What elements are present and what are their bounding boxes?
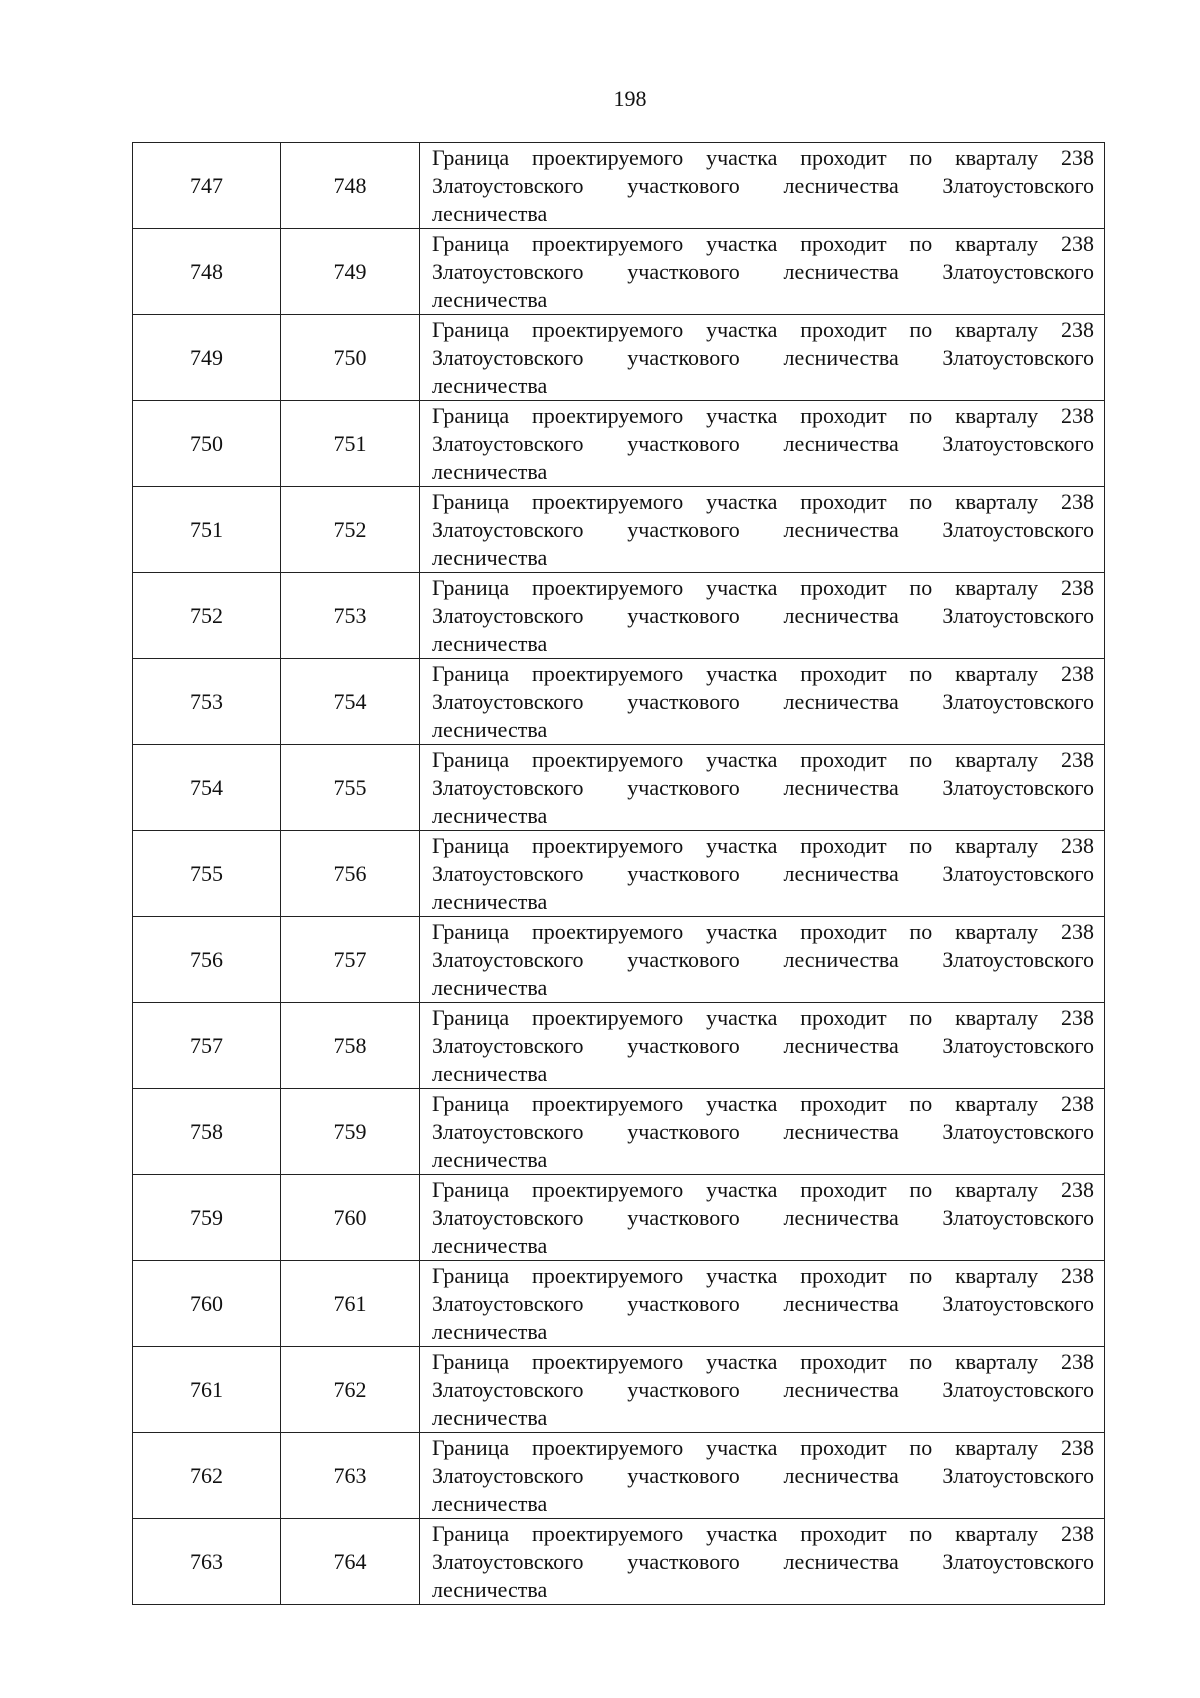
boundary-description-cell: Граница проектируемого участка проходит по кварталу 238 Златоустовского участкового лесничества Златоустовского лесничества [420,143,1105,229]
point-from-cell: 763 [133,1519,281,1605]
point-from-cell: 759 [133,1175,281,1261]
point-to-cell: 758 [281,1003,420,1089]
point-from-cell: 760 [133,1261,281,1347]
table-row [133,573,1105,659]
point-to-cell: 753 [281,573,420,659]
table-row [133,1175,1105,1261]
point-from-cell: 756 [133,917,281,1003]
page-number: 198 [613,86,647,111]
point-from-cell: 754 [133,745,281,831]
point-from-cell: 753 [133,659,281,745]
point-to-cell: 761 [281,1261,420,1347]
point-from-cell: 752 [133,573,281,659]
point-to-cell: 751 [281,401,420,487]
boundary-description-cell: Граница проектируемого участка проходит по кварталу 238 Златоустовского участкового лесничества Златоустовского лесничества [420,1003,1105,1089]
table-row [133,1433,1105,1519]
boundary-description-cell: Граница проектируемого участка проходит по кварталу 238 Златоустовского участкового лесничества Златоустовского лесничества [420,401,1105,487]
table-row [133,659,1105,745]
point-to-cell: 748 [281,143,420,229]
point-from-cell: 747 [133,143,281,229]
point-to-cell: 750 [281,315,420,401]
boundary-description-cell: Граница проектируемого участка проходит по кварталу 238 Златоустовского участкового лесничества Златоустовского лесничества [420,745,1105,831]
table-row [133,1261,1105,1347]
table-row [133,143,1105,229]
point-to-cell: 755 [281,745,420,831]
table-row [133,401,1105,487]
table-body [133,143,1105,1605]
point-to-cell: 759 [281,1089,420,1175]
table-row [133,229,1105,315]
table-row [133,1519,1105,1605]
point-from-cell: 749 [133,315,281,401]
boundary-description-cell: Граница проектируемого участка проходит по кварталу 238 Златоустовского участкового лесничества Златоустовского лесничества [420,1175,1105,1261]
boundary-description-cell: Граница проектируемого участка проходит по кварталу 238 Златоустовского участкового лесничества Златоустовского лесничества [420,1433,1105,1519]
boundary-description-cell: Граница проектируемого участка проходит по кварталу 238 Златоустовского участкового лесничества Златоустовского лесничества [420,229,1105,315]
point-to-cell: 757 [281,917,420,1003]
point-to-cell: 749 [281,229,420,315]
point-to-cell: 756 [281,831,420,917]
point-from-cell: 762 [133,1433,281,1519]
boundary-table [132,142,1105,1605]
boundary-description-cell: Граница проектируемого участка проходит по кварталу 238 Златоустовского участкового лесничества Златоустовского лесничества [420,315,1105,401]
boundary-description-cell: Граница проектируемого участка проходит по кварталу 238 Златоустовского участкового лесничества Златоустовского лесничества [420,573,1105,659]
point-from-cell: 755 [133,831,281,917]
point-to-cell: 763 [281,1433,420,1519]
point-from-cell: 750 [133,401,281,487]
boundary-description-cell: Граница проектируемого участка проходит по кварталу 238 Златоустовского участкового лесничества Златоустовского лесничества [420,831,1105,917]
table-row [133,487,1105,573]
point-from-cell: 748 [133,229,281,315]
point-to-cell: 760 [281,1175,420,1261]
table-row [133,315,1105,401]
point-from-cell: 758 [133,1089,281,1175]
point-to-cell: 764 [281,1519,420,1605]
point-to-cell: 762 [281,1347,420,1433]
boundary-description-cell: Граница проектируемого участка проходит по кварталу 238 Златоустовского участкового лесничества Златоустовского лесничества [420,1261,1105,1347]
boundary-description-cell: Граница проектируемого участка проходит по кварталу 238 Златоустовского участкового лесничества Златоустовского лесничества [420,1347,1105,1433]
boundary-description-cell: Граница проектируемого участка проходит по кварталу 238 Златоустовского участкового лесничества Златоустовского лесничества [420,917,1105,1003]
table-row [133,1347,1105,1433]
table-row [133,831,1105,917]
table-row [133,1089,1105,1175]
table-row [133,917,1105,1003]
boundary-description-cell: Граница проектируемого участка проходит по кварталу 238 Златоустовского участкового лесничества Златоустовского лесничества [420,659,1105,745]
table-row [133,745,1105,831]
point-from-cell: 761 [133,1347,281,1433]
point-from-cell: 757 [133,1003,281,1089]
point-to-cell: 752 [281,487,420,573]
point-from-cell: 751 [133,487,281,573]
boundary-description-cell: Граница проектируемого участка проходит по кварталу 238 Златоустовского участкового лесничества Златоустовского лесничества [420,1089,1105,1175]
table-row [133,1003,1105,1089]
point-to-cell: 754 [281,659,420,745]
boundary-description-cell: Граница проектируемого участка проходит по кварталу 238 Златоустовского участкового лесничества Златоустовского лесничества [420,487,1105,573]
boundary-description-cell: Граница проектируемого участка проходит по кварталу 238 Златоустовского участкового лесничества Златоустовского лесничества [420,1519,1105,1605]
